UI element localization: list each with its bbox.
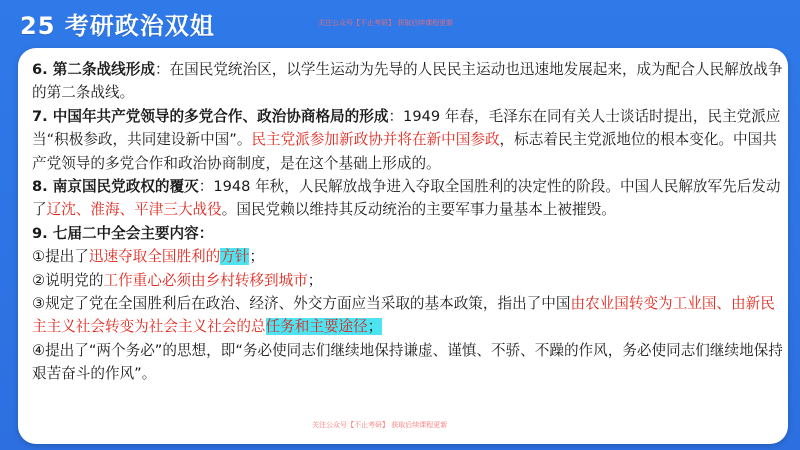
point-9-title: [32, 222, 784, 245]
watermark-bottom: 关注公众号【不止考研】 获取后续课程更新: [312, 421, 448, 429]
item-2-prefix: ②说明党的: [32, 271, 104, 289]
item-1-prefix: ①提出了: [32, 248, 89, 266]
point-9-colon: ：: [198, 224, 214, 242]
point-8-text-2: 。国民党赖以维持其反动统治的主要军事力量基本上被摧毁。: [221, 201, 616, 219]
item-1-highlight: 方针: [220, 248, 250, 266]
item-2-end: ；: [307, 271, 323, 289]
top-bar: [0, 0, 800, 44]
point-7-emphasis: 民主党派参加新政协并将在新中国参政: [251, 131, 500, 149]
item-3-emphasis: 由农业国转变为工业国、由新民主主义社会转变为社会主义社会的总: [32, 295, 775, 336]
point-7-heading: 7. 中国年共产党领导的多党合作、政治协商格局的形成: [32, 107, 389, 125]
item-3-highlight: 任务和主要途径: [265, 318, 368, 336]
point-9-item-2: [32, 269, 784, 292]
item-1-end: ；: [249, 248, 265, 266]
point-7: [32, 105, 784, 175]
point-9-item-4: [32, 339, 784, 386]
point-6-heading: 6. 第二条战线形成: [32, 61, 155, 78]
content-card: [18, 48, 788, 444]
point-8: [32, 175, 784, 222]
point-9-item-1: [32, 245, 784, 268]
point-7-text-2: ，标志着民主党派地位的根本变化。中国共产党领导的多党合作和政治协商制度，是在这个基础上形成的。: [32, 131, 777, 172]
notes-body: [32, 58, 784, 386]
point-9-heading: 9. 七届二中全会主要内容: [32, 224, 199, 242]
point-8-heading: 8. 南京国民党政权的覆灭: [32, 178, 199, 196]
item-2-emphasis: 工作重心必须由乡村转移到城市: [103, 271, 308, 289]
brand-title: 25 考研政治双姐: [20, 12, 215, 40]
item-3-prefix: ③规定了党在全国胜利后在政治、经济、外交方面应当采取的基本政策，指出了中国: [32, 295, 571, 313]
item-1-emphasis: 迅速夺取全国胜利的: [88, 248, 221, 266]
point-6: [32, 58, 784, 105]
point-8-emphasis: 辽沈、淮海、平津三大战役: [46, 201, 222, 219]
point-9-item-3: [32, 292, 784, 339]
point-6-text: ：在国民党统治区，以学生运动为先导的人民民主运动也迅速地发展起来，成为配合人民解放战争的第二条战线。: [32, 61, 783, 102]
point-7-text-1: ：1949 年春，毛泽东在同有关人士谈话时提出，民主党派应当“积极参政，共同建设新中国”。: [32, 107, 781, 149]
item-4-text: ④提出了“两个务必”的思想，即“务必使同志们继续地保持谦虚、谨慎、不骄、不躁的作风，务必使同志们继续地保持艰苦奋斗的作风”。: [32, 341, 783, 383]
watermark-top: 关注公众号【不止考研】 获取后续课程更新: [318, 19, 454, 27]
item-3-end: ；: [367, 318, 383, 336]
point-8-text-1: ：1948 年秋，人民解放战争进入夺取全国胜利的决定性的阶段。中国人民解放军先后发动了: [32, 178, 781, 219]
